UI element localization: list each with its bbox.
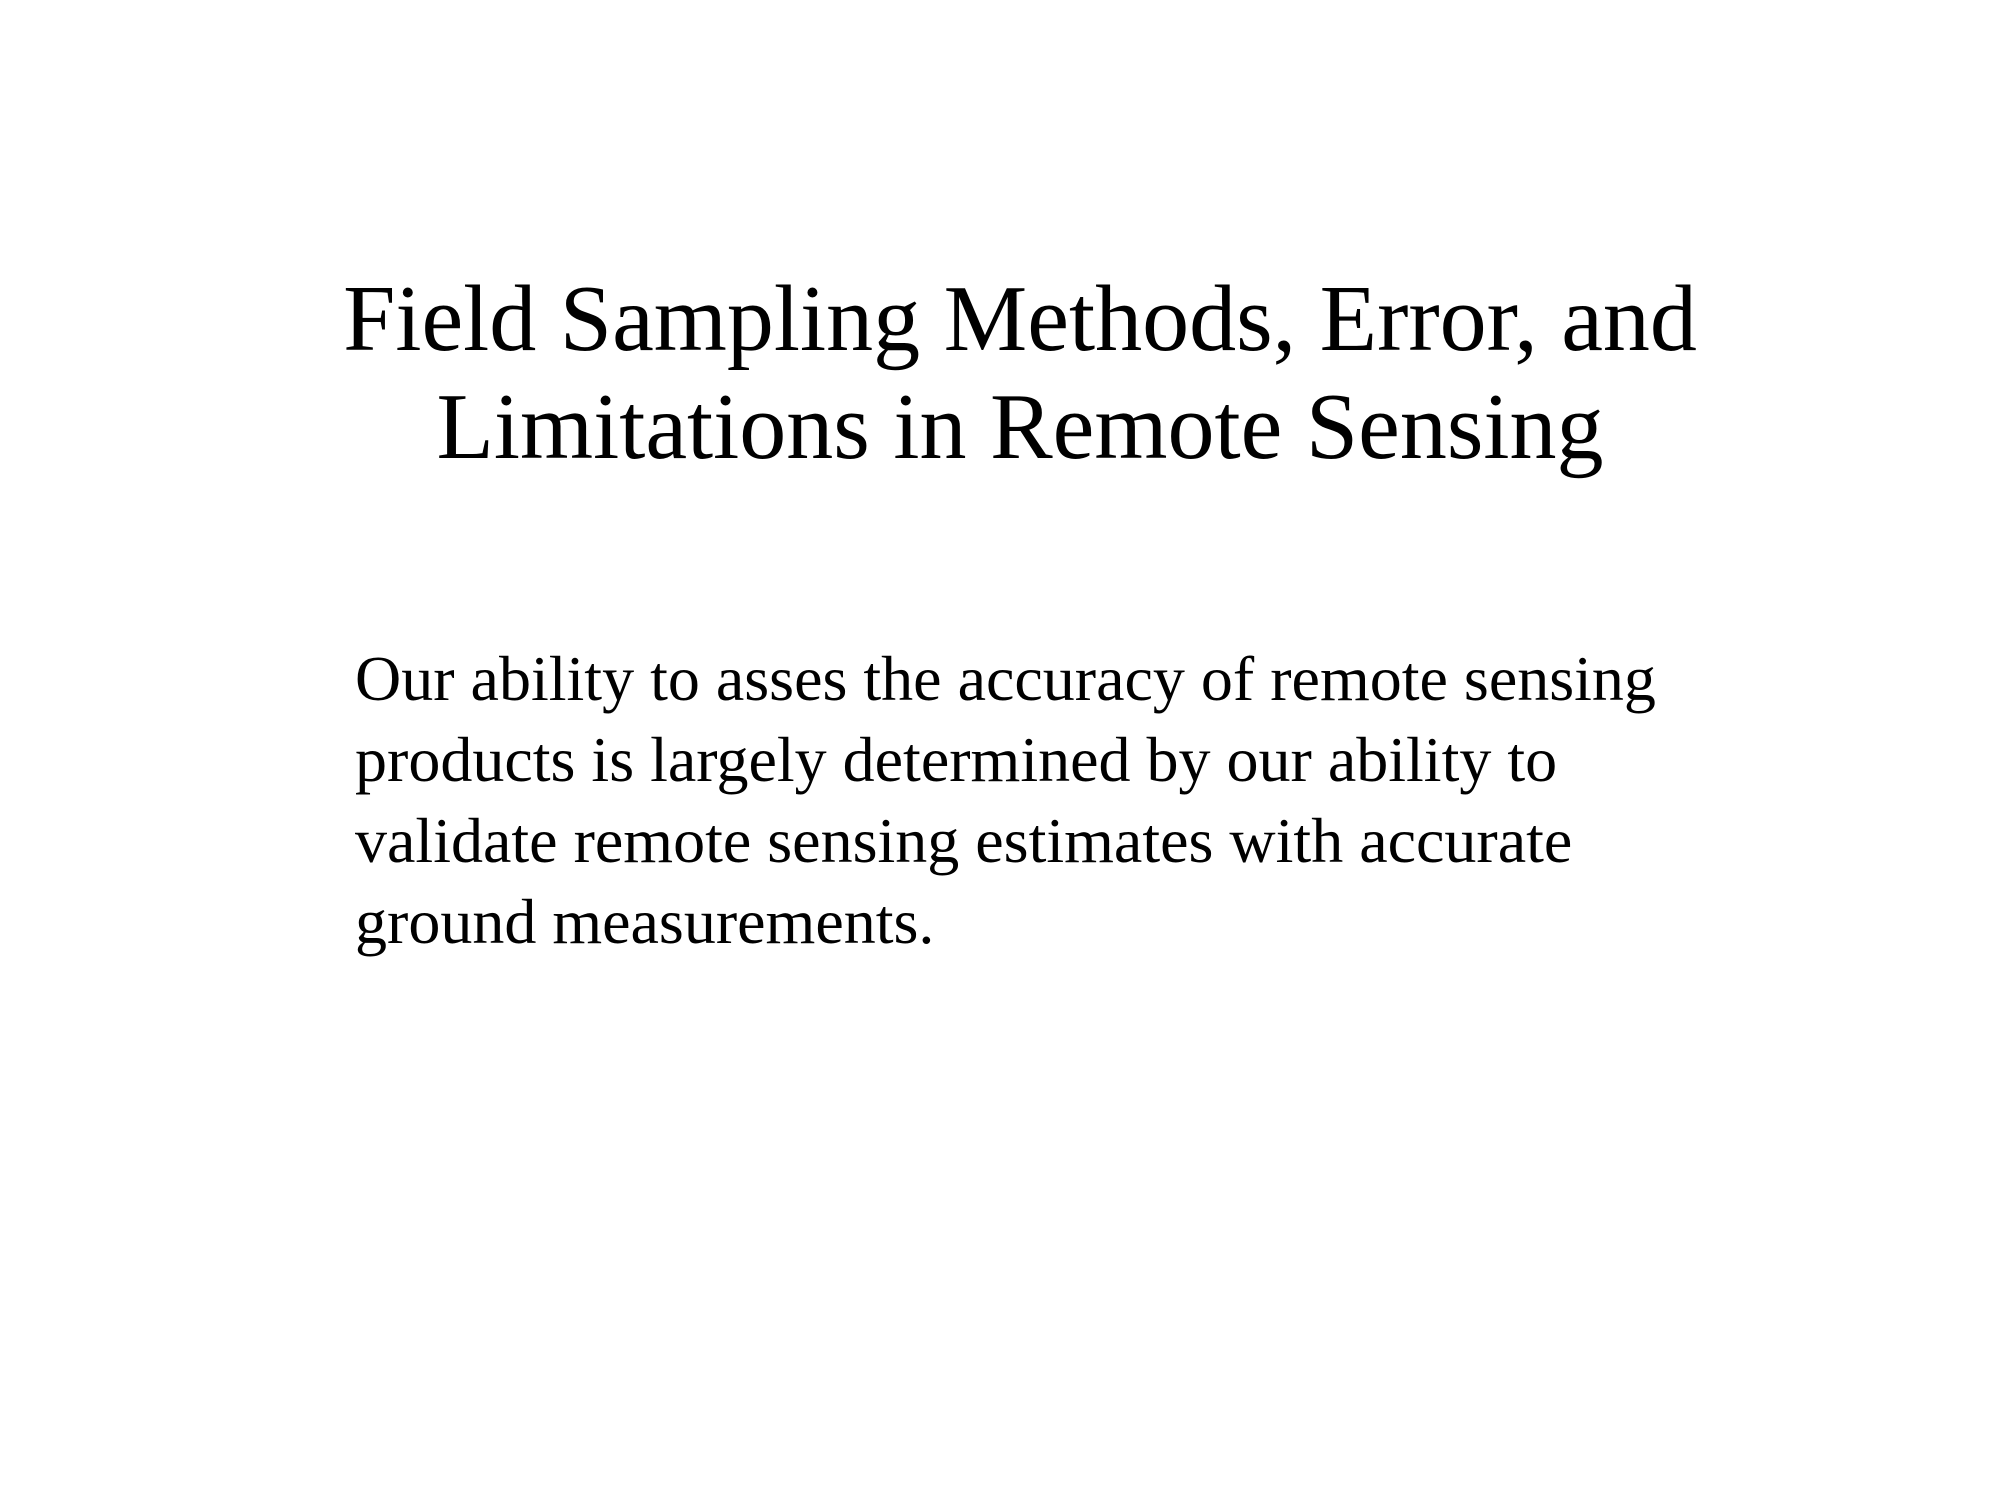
slide-title — [200, 265, 1840, 481]
slide-title-line-2: Limitations in Remote Sensing — [436, 375, 1604, 479]
slide-body-text — [355, 638, 1855, 962]
slide-body-line-3: validate remote sensing estimates with accurate — [355, 805, 1573, 876]
slide-body-line-2: products is largely determined by our ability to — [355, 724, 1558, 795]
slide-body-line-1: Our ability to asses the accuracy of remote sensing — [355, 643, 1656, 714]
slide-body-line-4: ground measurements. — [355, 886, 935, 957]
slide-title-line-1: Field Sampling Methods, Error, and — [343, 267, 1697, 371]
